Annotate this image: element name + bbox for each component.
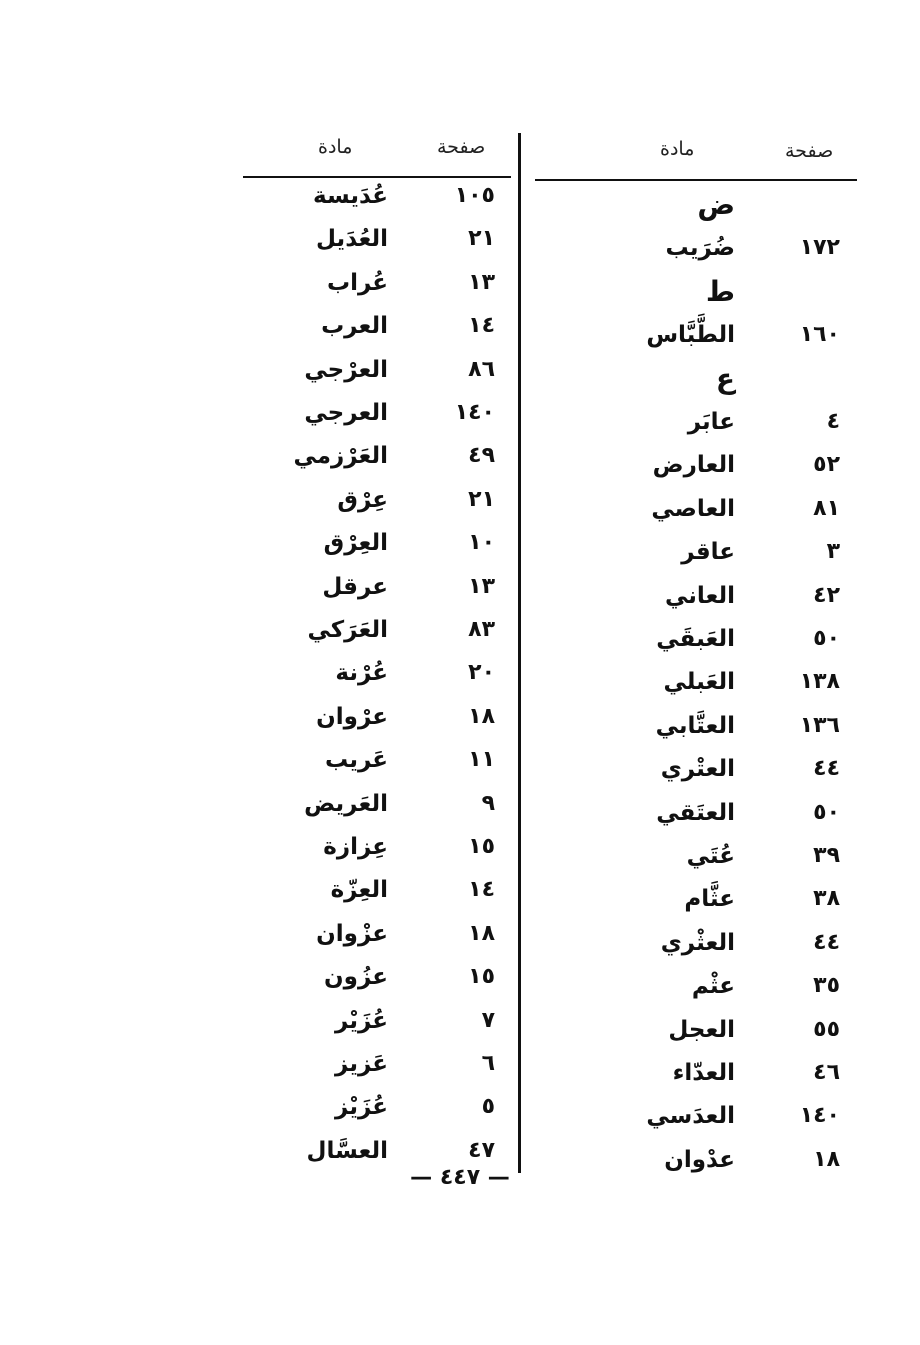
- entry-page-number: ٤٢: [813, 582, 840, 608]
- right-material-header: مادة: [660, 138, 695, 160]
- index-row: [240, 306, 510, 346]
- entry-page-number: ٩: [481, 790, 495, 816]
- letter-heading-row: [530, 272, 860, 312]
- entry-page-number: ١٠: [468, 530, 495, 556]
- entry-page-number: ١١: [468, 747, 495, 773]
- index-row: [240, 523, 510, 563]
- entry-word: العاني: [664, 582, 735, 609]
- entry-page-number: ١٤: [468, 877, 495, 903]
- index-row: [240, 1044, 510, 1084]
- index-row: [530, 228, 860, 268]
- entry-word: عدْوان: [664, 1146, 735, 1173]
- index-row: [530, 793, 860, 833]
- entry-word: العتْري: [660, 756, 735, 783]
- entry-word: العِزّة: [330, 877, 388, 904]
- entry-page-number: ٣٩: [813, 843, 840, 868]
- index-row: [530, 1053, 860, 1093]
- index-row: [530, 402, 860, 442]
- entry-word: العُدَيل: [316, 226, 388, 253]
- entry-word: العدّاء: [672, 1060, 735, 1086]
- entry-page-number: ١٦٠: [799, 322, 840, 348]
- index-row: [240, 263, 510, 303]
- entry-word: عِرْق: [337, 486, 388, 513]
- right-header-rule: [535, 179, 857, 181]
- entry-page-number: ٥: [481, 1094, 495, 1120]
- entry-page-number: ٤٤: [813, 756, 840, 782]
- entry-page-number: ٣٥: [813, 973, 840, 999]
- left-material-header: مادة: [318, 136, 353, 158]
- entry-word: عاقر: [681, 539, 735, 566]
- entry-word: عزْوان: [316, 920, 388, 947]
- entry-page-number: ٥٥: [813, 1016, 840, 1042]
- index-row: [530, 445, 860, 485]
- entry-word: عُزَيْر: [335, 1007, 388, 1034]
- entry-page-number: ١٨: [468, 703, 495, 729]
- entry-page-number: ١٥: [468, 964, 495, 990]
- page-number: — ٤٤٧ —: [410, 1165, 510, 1190]
- entry-word: عَريب: [324, 747, 388, 774]
- entry-page-number: ٢٠: [468, 660, 495, 686]
- entry-page-number: ٥٢: [813, 452, 840, 478]
- entry-word: العاصي: [651, 495, 735, 522]
- entry-word: عِزازة: [323, 834, 388, 860]
- entry-word: عرْوان: [316, 703, 388, 730]
- entry-word: عُراب: [326, 269, 388, 296]
- index-row: [240, 653, 510, 693]
- entry-word: العِرْق: [323, 530, 388, 557]
- index-row: [530, 662, 860, 702]
- entry-word: العَبقَي: [656, 626, 735, 652]
- index-row: [530, 923, 860, 963]
- entry-page-number: ٤٦: [813, 1060, 840, 1085]
- index-row: [240, 697, 510, 737]
- entry-word: الطَّبَّاس: [646, 322, 735, 349]
- entry-page-number: ١٣: [468, 269, 495, 295]
- entry-word: عزُون: [324, 964, 388, 991]
- index-row: [530, 532, 860, 572]
- entry-page-number: ١٨: [813, 1146, 840, 1172]
- entry-word: عُدَيسة: [313, 183, 388, 209]
- entry-page-number: ١٤٠: [799, 1103, 840, 1129]
- index-row: [240, 176, 510, 216]
- index-row: [240, 1001, 510, 1041]
- index-row: [240, 1087, 510, 1127]
- entry-word: العثْري: [660, 929, 735, 956]
- entry-page-number: ١٠٥: [454, 183, 495, 208]
- entry-page-number: ٤: [826, 409, 840, 434]
- entry-page-number: ٣: [826, 539, 840, 565]
- index-row: [530, 706, 860, 746]
- entry-word: العجل: [668, 1016, 735, 1043]
- entry-word: ضُرَيب: [665, 235, 735, 262]
- entry-page-number: ٢١: [468, 486, 495, 512]
- entry-word: عُرْنة: [335, 660, 388, 687]
- letter-heading: ض: [697, 188, 735, 221]
- entry-word: عُتَي: [686, 843, 735, 869]
- entry-page-number: ١٤٠: [454, 400, 495, 425]
- letter-heading: ع: [715, 361, 735, 395]
- index-row: [530, 489, 860, 529]
- entry-page-number: ١٧٢: [799, 235, 840, 261]
- index-row: [240, 219, 510, 259]
- entry-word: العَريض: [304, 790, 388, 817]
- index-row: [530, 749, 860, 789]
- index-row: [240, 567, 510, 607]
- entry-page-number: ٧: [481, 1007, 495, 1033]
- index-row: [240, 784, 510, 824]
- entry-page-number: ١٣٨: [799, 669, 840, 695]
- entry-page-number: ١٣: [468, 573, 495, 599]
- entry-page-number: ٨٦: [468, 356, 495, 382]
- index-row: [240, 870, 510, 910]
- index-row: [530, 966, 860, 1006]
- right-page-header: صفحة: [785, 140, 834, 162]
- left-page-header: صفحة: [437, 136, 486, 158]
- entry-word: عَزيز: [335, 1051, 388, 1077]
- letter-heading: ط: [705, 274, 735, 308]
- index-row: [240, 740, 510, 780]
- index-row: [240, 350, 510, 390]
- entry-word: العَرَكي: [307, 617, 388, 643]
- index-row: [530, 619, 860, 659]
- entry-page-number: ٦: [481, 1051, 495, 1076]
- index-row: [530, 836, 860, 876]
- letter-heading-row: [530, 185, 860, 225]
- index-row: [530, 315, 860, 355]
- entry-page-number: ٢١: [468, 226, 495, 252]
- entry-word: عابَر: [687, 409, 735, 435]
- entry-word: العدَسي: [646, 1103, 735, 1130]
- entry-word: العَبلي: [663, 669, 735, 696]
- entry-word: عرقل: [322, 573, 388, 600]
- entry-page-number: ١٨: [468, 920, 495, 946]
- entry-page-number: ١٤: [468, 313, 495, 339]
- entry-page-number: ٤٤: [813, 929, 840, 955]
- entry-word: العرْجي: [304, 356, 388, 383]
- entry-word: العتَّابي: [655, 712, 735, 739]
- entry-page-number: ١٣٦: [799, 712, 840, 738]
- index-row: [240, 610, 510, 650]
- entry-page-number: ٨٣: [468, 617, 495, 642]
- entry-page-number: ٤٧: [468, 1137, 495, 1163]
- entry-word: العرجي: [304, 400, 388, 426]
- entry-page-number: ٥٠: [813, 799, 840, 825]
- column-divider: [518, 133, 521, 1173]
- index-row: [240, 827, 510, 867]
- entry-page-number: ١٥: [468, 834, 495, 859]
- index-row: [530, 576, 860, 616]
- index-row: [240, 914, 510, 954]
- letter-heading-row: [530, 359, 860, 399]
- entry-word: العارض: [652, 452, 735, 479]
- index-row: [240, 436, 510, 476]
- entry-page-number: ٣٨: [813, 886, 840, 912]
- entry-word: العرب: [321, 313, 388, 340]
- entry-page-number: ٤٩: [468, 443, 495, 469]
- index-row: [240, 480, 510, 520]
- entry-word: العَرْزمي: [293, 443, 388, 470]
- index-row: [240, 393, 510, 433]
- entry-word: العتَقي: [656, 799, 735, 826]
- entry-word: عثَّام: [684, 886, 735, 913]
- entry-word: عُزَيْز: [335, 1094, 388, 1121]
- entry-word: عثْم: [691, 973, 735, 1000]
- entry-page-number: ٥٠: [813, 626, 840, 651]
- index-row: [530, 879, 860, 919]
- index-row: [530, 1010, 860, 1050]
- index-row: [240, 957, 510, 997]
- entry-word: العسَّال: [306, 1137, 388, 1164]
- entry-page-number: ٨١: [813, 495, 840, 521]
- index-row: [530, 1096, 860, 1136]
